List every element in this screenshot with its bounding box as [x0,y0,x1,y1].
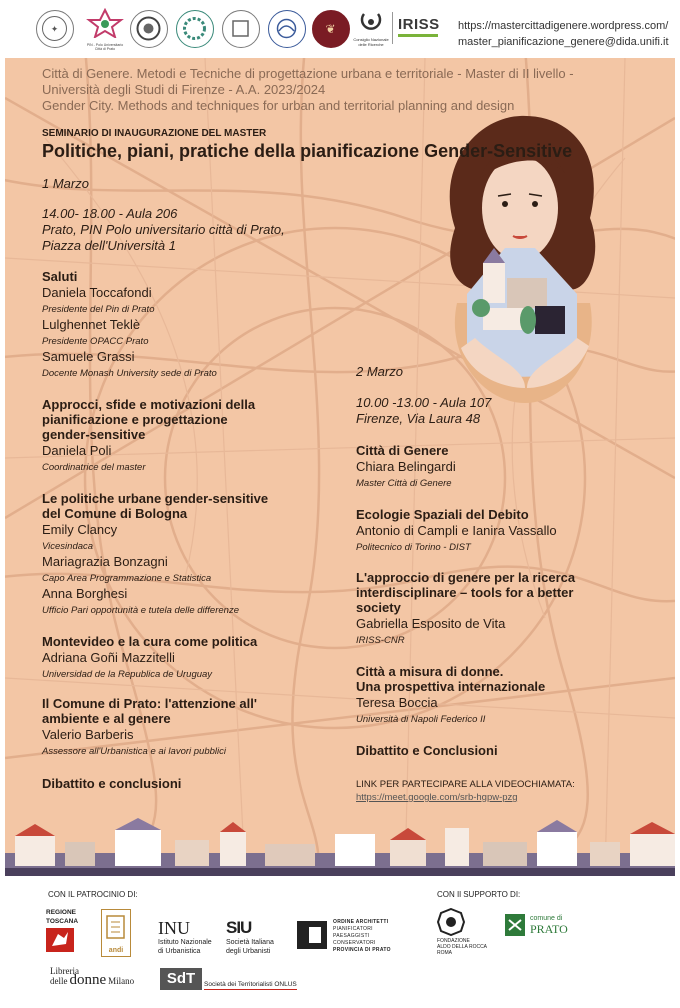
talk-title: L'approccio di genere per la ricerca [356,570,576,585]
talk-title: ambiente e al genere [42,711,171,726]
speaker-role: Assessore all'Urbanistica e ai lavori pubblici [42,746,226,757]
day1-time: 14.00- 18.00 - Aula 206 [42,206,178,221]
siu-line-2: degli Urbanisti [226,948,271,955]
round-logo-red-icon [312,10,350,48]
sdt-text: Società dei Territorialisti ONLUS [204,981,297,988]
andi-label: andi [108,947,124,954]
talk-title: del Comune di Bologna [42,506,188,521]
regione-toscana-logo [46,908,80,956]
sdt-mark: SdT [160,968,202,990]
speaker-role: Master Città di Genere [356,478,452,489]
svg-text:❦: ❦ [325,22,336,36]
speaker-role: IRISS-CNR [356,635,405,646]
fondazione-logo [437,908,497,956]
videocall-link[interactable]: https://meet.google.com/srb-hgpw-pzg [356,792,518,803]
talk-title: society [356,600,401,615]
speaker-name: Lulghennet Teklè [42,317,141,332]
speaker-name: Teresa Boccia [356,695,438,710]
libreria-donne: donne [69,972,107,988]
talk-title: Il Comune di Prato: l'attenzione all' [42,696,257,711]
speaker-role: Università di Napoli Federico II [356,714,486,725]
speaker-role: Presidente OPACC Prato [42,336,149,347]
speaker-name: Chiara Belingardi [356,459,456,474]
talk-title: Approcci, sfide e motivazioni della [42,397,256,412]
speaker-role: Capo Area Programmazione e Statistica [42,573,212,584]
saluti-heading: Saluti [42,269,78,284]
speaker-role: Coordinatrice del master [42,462,146,473]
libreria-donne-logo [50,966,134,986]
talk-title: Le politiche urbane gender-sensitive [42,491,269,506]
footer [0,876,680,1008]
supporto-label: CON Il SUPPORTO DI: [437,890,521,899]
comune-prato-logo [530,914,568,936]
talk-title: interdisciplinare – tools for a better [356,585,574,600]
speaker-name: Daniela Toccafondi [42,285,152,300]
talk-title: Una prospettiva internazionale [356,679,546,694]
consiglio-nazionale-logo [350,10,392,54]
andi-logo [101,909,131,957]
speaker-name: Valerio Barberis [42,727,134,742]
speaker-role: Politecnico di Torino - DIST [356,542,471,553]
city-skyline [5,818,675,876]
page-title: Politiche, piani, pratiche della pianificazione Gender-Sensitive [42,141,573,161]
ordine-architetti-icon [297,921,327,949]
round-logo-grey-icon [222,10,260,48]
header-divider [392,12,393,44]
speaker-role: Docente Monash University sede di Prato [42,368,217,379]
day1-closing: Dibattito e conclusioni [42,776,182,791]
speaker-role: Presidente del Pin di Prato [42,304,155,315]
siu-logo [226,918,274,956]
talk-title: Città a misura di donne. [356,664,504,679]
ordine-architetti-logo [333,919,391,954]
speaker-role: Universidad de la Republica de Uruguay [42,669,213,680]
fondazione-line-1: FONDAZIONE [437,938,470,944]
iriss-logo [398,16,440,46]
speaker-role: Vicesindaca [42,541,94,552]
intro-line-3: Gender City. Methods and techniques for urban and territorial planning and design [42,98,515,113]
inu-mark: INU [158,918,190,938]
iriss-logo-text: IRISS [398,16,440,33]
oa-line-4: CONSERVATORI [333,940,376,946]
prato-small: comune di [530,915,563,922]
speaker-name: Anna Borghesi [42,586,128,601]
email-link[interactable]: master_pianificazione_genere@dida.unifi.it [458,36,669,48]
fondazione-line-3: ROMA [437,950,452,956]
speaker-name: Mariagrazia Bonzagni [42,554,168,569]
talk-title: Montevideo e la cura come politica [42,634,258,649]
day1-place-1: Prato, PIN Polo universitario città di Prato, [42,222,285,237]
poster [5,58,675,876]
round-logo-teal-icon [176,10,214,48]
oa-line-3: PAESAGGISTI [333,933,370,939]
header-bar [0,0,680,58]
fondazione-emblem-icon [437,908,465,936]
prato-big: PRATO [530,922,568,936]
day1-date: 1 Marzo [42,176,89,191]
intro-line-2: Università degli Studi di Firenze - A.A. 2023/2024 [42,82,326,97]
siu-line-1: Società Italiana [226,939,274,946]
fondazione-line-2: ALDO DELLA ROCCA [437,944,488,950]
inu-logo [158,918,212,956]
talk-title: gender-sensitive [42,427,146,442]
day2-date: 2 Marzo [356,364,403,379]
day2-time: 10.00 -13.00 - Aula 107 [356,395,492,410]
day2-place: Firenze, Via Laura 48 [356,411,481,426]
speaker-name: Samuele Grassi [42,349,135,364]
inu-line-1: Istituto Nazionale [158,939,212,946]
cn-caption: Consiglio Nazionale delle Ricerche [353,37,389,47]
seminar-label: SEMINARIO DI INAUGURAZIONE DEL MASTER [42,128,267,139]
day1-place-2: Piazza dell'Università 1 [42,238,176,253]
svg-text:✦: ✦ [50,25,59,35]
pin-prato-logo [84,8,126,52]
talk-title: pianificazione e progettazione [42,412,228,427]
videocall-label: LINK PER PARTECIPARE ALLA VIDEOCHIAMATA: [356,779,575,790]
patrocinio-label: CON IL PATROCINIO DI: [48,890,138,899]
speaker-name: Antonio di Campli e Ianira Vassallo [356,523,557,538]
prato-coat-icon [505,914,525,936]
oa-line-1: ORDINE ARCHITETTI [333,919,389,925]
libreria-milano: Milano [108,976,135,986]
talk-title: Città di Genere [356,443,449,458]
intro-line-1: Città di Genere. Metodi e Tecniche di progettazione urbana e territoriale - Master di II livello - [42,66,574,81]
website-link[interactable]: https://mastercittadigenere.wordpress.com/ [458,20,669,32]
libreria-delle: delle [50,976,68,986]
header-links [458,18,669,50]
siu-mark: SIU [226,918,252,937]
speaker-name: Emily Clancy [42,522,118,537]
speaker-name: Gabriella Esposito de Vita [356,616,506,631]
dida-seal-icon [130,10,168,48]
day2-closing: Dibattito e Conclusioni [356,743,498,758]
oa-line-5: PROVINCIA DI PRATO [333,947,391,953]
pin-caption: PIN - Polo Universitario Città di Prato [86,43,124,51]
university-seal-icon [36,10,74,48]
speaker-role: Ufficio Pari opportunità e tutela delle differenze [42,605,239,616]
libreria-line-1: Libreria [50,966,79,976]
talk-title: Ecologie Spaziali del Debito [356,507,529,522]
round-logo-blue-icon [268,10,306,48]
toscana-label: TOSCANA [46,918,79,925]
oa-line-2: PIANIFICATORI [333,926,373,932]
regione-label: REGIONE [46,909,76,916]
speaker-name: Daniela Poli [42,443,112,458]
pegasus-icon [46,926,76,954]
speaker-name: Adriana Goñi Mazzitelli [42,650,175,665]
inu-line-2: di Urbanistica [158,948,201,955]
